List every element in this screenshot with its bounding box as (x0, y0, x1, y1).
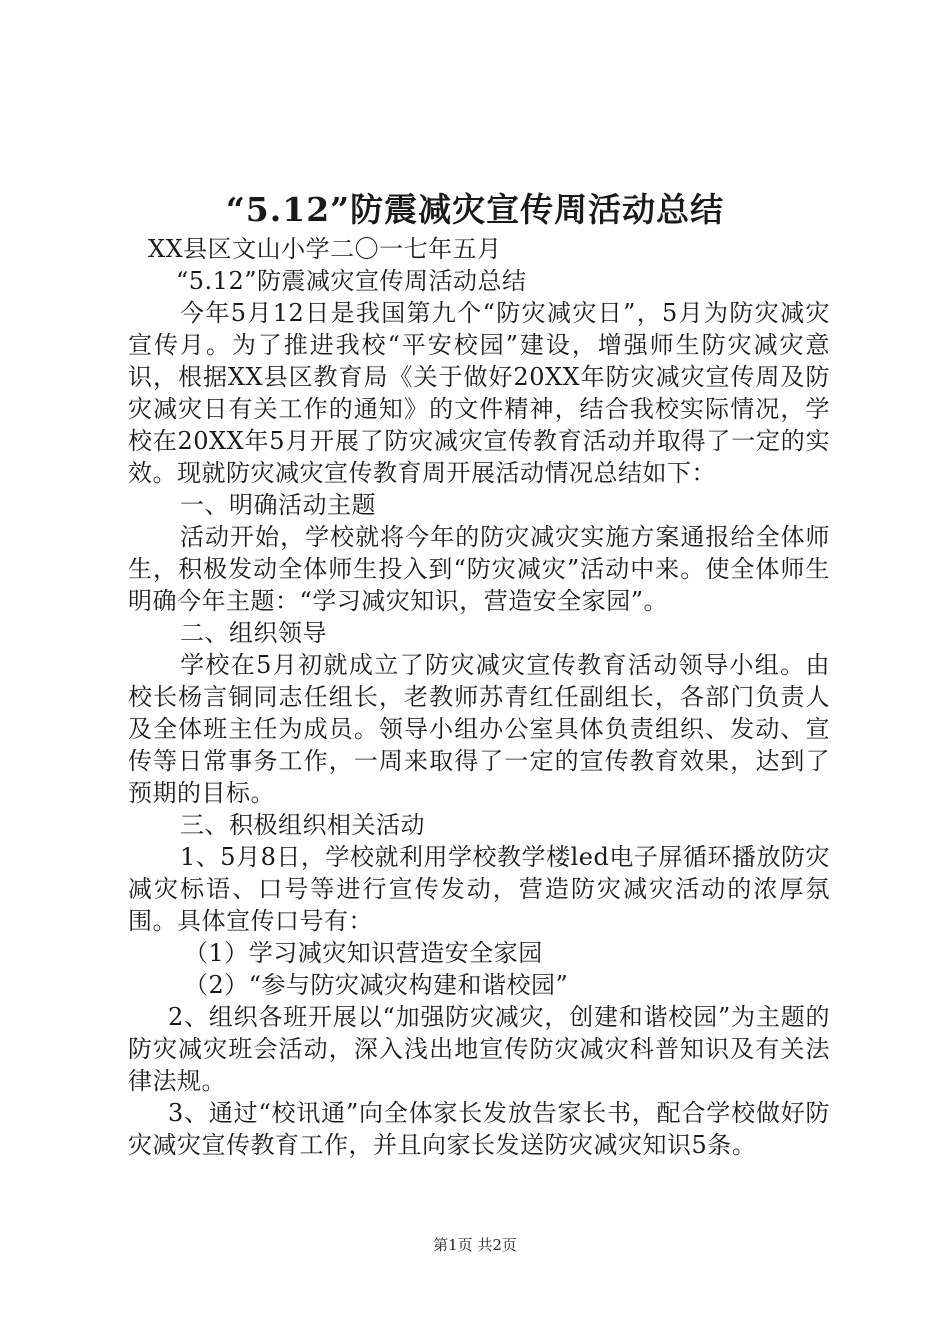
activity-item-3: 3、通过“校讯通”向全体家长发放告家长书，配合学校做好防灾减灾宣传教育工作，并且向家长发送防灾减灾知识5条。 (128, 1099, 830, 1159)
section-heading-2: 二、组织领导 (180, 619, 327, 647)
intro-paragraph: 今年5月12日是我国第九个“防灾减灾日”，5月为防灾减灾宣传月。为了推进我校“平安校园”建设，增强师生防灾减灾意识，根据XX县区教育局《关于做好20XX年防灾减灾宣传周及防灾减灾日有关工作的通知》的文件精神，结合我校实际情况，学校在20XX年5月开展了防灾减灾宣传教育活动并取得了一定的实效。现就防灾减灾宣传教育周开展活动情况总结如下： (128, 299, 830, 487)
school-and-date-line: XX县区文山小学二〇一七年五月 (148, 235, 502, 263)
activity-item-1: 1、5月8日，学校就利用学校教学楼led电子屏循环播放防灾减灾标语、口号等进行宣传发动，营造防灾减灾活动的浓厚氛围。具体宣传口号有： (128, 843, 830, 935)
section-heading-3: 三、积极组织相关活动 (180, 811, 425, 839)
section-1-paragraph: 活动开始，学校就将今年的防灾减灾实施方案通报给全体师生，积极发动全体师生投入到“防灾减灾”活动中来。使全体师生明确今年主题：“学习减灾知识，营造安全家园”。 (128, 523, 830, 615)
document-body (128, 233, 830, 1161)
slogan-item-1: （1）学习减灾知识营造安全家园 (184, 939, 543, 967)
section-heading-1: 一、明确活动主题 (180, 491, 376, 519)
slogan-item-2: （2）“参与防灾减灾构建和谐校园” (184, 971, 569, 999)
page-number-footer: 第1页 共2页 (433, 1236, 517, 1254)
activity-item-2: 2、组织各班开展以“加强防灾减灾，创建和谐校园”为主题的防灾减灾班会活动，深入浅出地宣传防灾减灾科普知识及有关法律法规。 (128, 1003, 830, 1095)
document-title: “5.12”防震减灾宣传周活动总结 (225, 190, 725, 229)
section-2-paragraph: 学校在5月初就成立了防灾减灾宣传教育活动领导小组。由校长杨言铜同志任组长，老教师苏青红任副组长，各部门负责人及全体班主任为成员。领导小组办公室具体负责组织、发动、宣传等日常事务工作，一周来取得了一定的宣传教育效果，达到了预期的目标。 (128, 651, 830, 807)
subtitle-line: “5.12”防震减灾宣传周活动总结 (176, 267, 527, 295)
